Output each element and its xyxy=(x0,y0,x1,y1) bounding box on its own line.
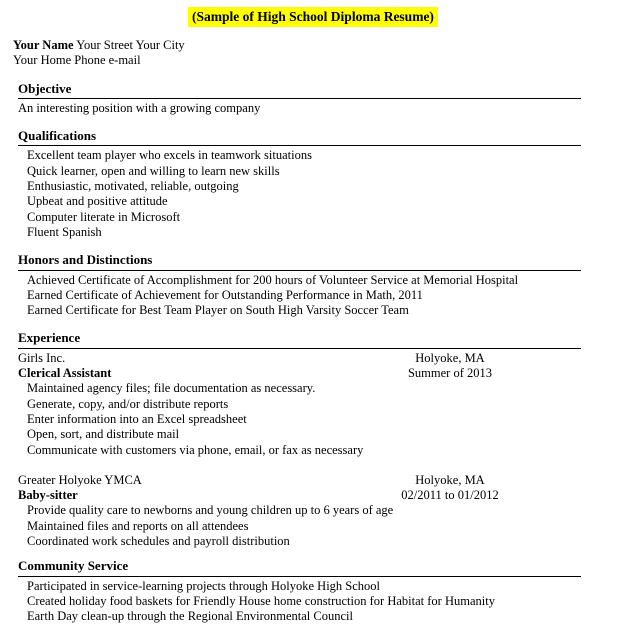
community-service-item: Earth Day clean-up through the Regional Environmental Council xyxy=(27,609,353,624)
community-service-item: Participated in service-learning projects through Holyoke High School xyxy=(27,578,381,593)
section-community-service xyxy=(18,558,581,624)
contact-line-1 xyxy=(13,38,626,53)
job-duty: Generate, copy, and/or distribute reports xyxy=(27,396,229,411)
job-duty: Provide quality care to newborns and young children up to 6 years of age xyxy=(27,503,394,518)
job-title: Baby-sitter xyxy=(18,488,78,503)
contact-address: Your Street Your City xyxy=(76,38,185,52)
job-employer: Greater Holyoke YMCA xyxy=(18,472,142,487)
qualification-item: Upbeat and positive attitude xyxy=(27,194,168,209)
job-duty: Enter information into an Excel spreadsheet xyxy=(27,411,247,426)
honors-item: Earned Certificate of Achievement for Outstanding Performance in Math, 2011 xyxy=(27,287,423,302)
contact-block xyxy=(13,38,626,69)
section-qualifications xyxy=(18,128,581,240)
document-title-row xyxy=(0,7,626,27)
honors-heading: Honors and Distinctions xyxy=(18,252,581,270)
job-duty: Open, sort, and distribute mail xyxy=(27,427,180,442)
experience-heading: Experience xyxy=(18,330,581,348)
job-dates: 02/2011 to 01/2012 xyxy=(401,488,499,503)
contact-name: Your Name xyxy=(13,38,74,52)
qualification-item: Fluent Spanish xyxy=(27,224,102,239)
qualification-item: Quick learner, open and willing to learn new skills xyxy=(27,163,280,178)
job-dates: Summer of 2013 xyxy=(407,366,493,381)
document-title: (Sample of High School Diploma Resume) xyxy=(188,7,438,27)
section-experience xyxy=(18,330,581,549)
job-entry-2 xyxy=(18,473,581,549)
job-title-row xyxy=(18,366,581,381)
job-employer-row xyxy=(18,351,581,366)
objective-text: An interesting position with a growing company xyxy=(18,100,261,115)
section-objective xyxy=(18,81,581,117)
job-title: Clerical Assistant xyxy=(18,366,112,381)
job-entry-1 xyxy=(18,351,581,458)
qualification-item: Excellent team player who excels in teamwork situations xyxy=(27,148,312,163)
job-employer: Girls Inc. xyxy=(18,350,66,365)
job-title-row xyxy=(18,488,581,503)
community-service-item: Created holiday food baskets for Friendly House home construction for Habitat for Humanity xyxy=(27,593,495,608)
honors-item: Achieved Certificate of Accomplishment for 200 hours of Volunteer Service at Memorial Hospital xyxy=(27,272,519,287)
qualifications-heading: Qualifications xyxy=(18,128,581,146)
job-duty: Communicate with customers via phone, email, or fax as necessary xyxy=(27,442,364,457)
job-employer-row xyxy=(18,473,581,488)
job-duties xyxy=(18,503,581,549)
contact-phone-email: Your Home Phone e-mail xyxy=(13,53,141,68)
qualification-item: Computer literate in Microsoft xyxy=(27,209,181,224)
job-duty: Coordinated work schedules and payroll distribution xyxy=(27,534,290,549)
job-duty: Maintained agency files; file documentation as necessary. xyxy=(27,381,316,396)
job-duties xyxy=(18,381,581,457)
job-location: Holyoke, MA xyxy=(415,350,485,365)
qualification-item: Enthusiastic, motivated, reliable, outgoing xyxy=(27,179,239,194)
objective-heading: Objective xyxy=(18,81,581,99)
honors-item: Earned Certificate for Best Team Player on South High Varsity Soccer Team xyxy=(27,303,409,318)
job-location: Holyoke, MA xyxy=(415,472,485,487)
job-duty: Maintained files and reports on all attendees xyxy=(27,518,249,533)
section-honors xyxy=(18,252,581,318)
community-service-heading: Community Service xyxy=(18,558,581,576)
